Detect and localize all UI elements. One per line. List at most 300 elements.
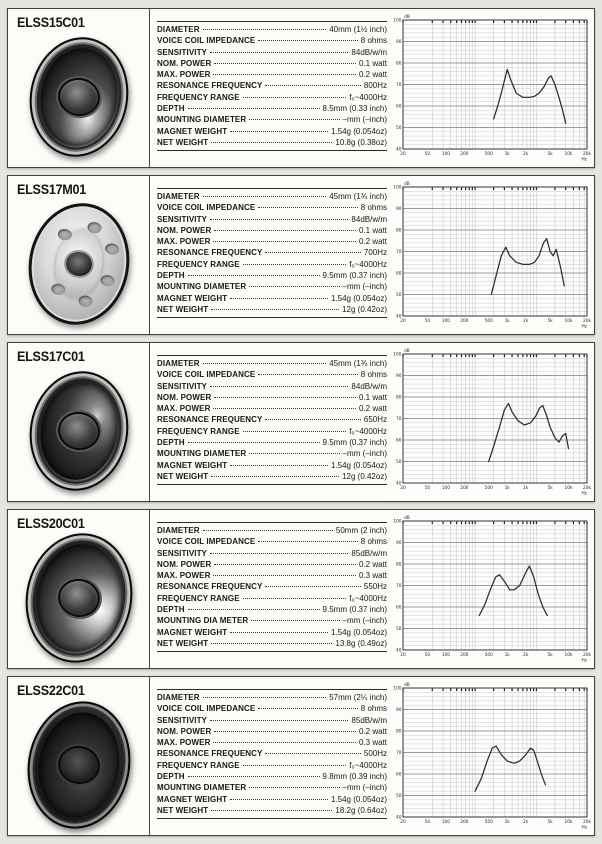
axis-tick-label: 90 — [396, 207, 402, 213]
photo-cell — [8, 510, 150, 668]
dotted-leader — [265, 586, 360, 587]
axis-tick-label: 80 — [396, 395, 402, 401]
axis-tick-label: 20 — [400, 486, 406, 491]
spec-row — [157, 247, 387, 258]
spec-label: NOM. POWER — [157, 58, 212, 68]
spec-row — [157, 782, 387, 793]
spec-label: FREQUENCY RANGE — [157, 92, 240, 102]
speaker-photo — [19, 196, 139, 334]
spec-label: SENSITIVITY — [157, 548, 207, 558]
product-panel — [7, 8, 595, 168]
spec-label: MOUNTING DIAMETER — [157, 449, 247, 459]
spec-label: FREQUENCY RANGE — [157, 760, 240, 770]
spec-label: NOM. POWER — [157, 225, 212, 235]
axis-tick-label: Hz — [581, 157, 587, 163]
axis-tick-label: 80 — [396, 562, 402, 568]
axis-tick-label: 10k — [564, 486, 573, 491]
spec-value: –mm (–inch) — [342, 449, 387, 459]
spec-row — [157, 392, 387, 403]
dotted-leader — [249, 119, 339, 120]
axis-tick-label: 50 — [424, 486, 431, 491]
axis-tick-label: 80 — [396, 729, 402, 735]
spec-value: 50mm (2 inch) — [335, 526, 387, 535]
spec-value: –mm (–inch) — [342, 616, 387, 626]
divider — [157, 522, 387, 523]
spec-value: 0.2 watt — [358, 559, 387, 569]
spec-value: 9.5mm (0.37 inch) — [322, 605, 387, 615]
spec-row — [157, 69, 387, 80]
spec-row — [157, 35, 387, 46]
spec-label: VOICE COIL IMPEDANCE — [157, 36, 256, 46]
spec-label: VOICE COIL IMPEDANCE — [157, 537, 256, 547]
divider — [157, 484, 387, 485]
axis-tick-label: 10k — [564, 820, 573, 825]
axis-tick-label: 90 — [396, 40, 402, 46]
spec-value: 1.54g (0.054oz) — [330, 794, 387, 804]
spec-value: f₀~4000Hz — [349, 593, 387, 603]
spec-row — [157, 24, 387, 35]
dotted-leader — [210, 219, 348, 220]
speaker-photo — [15, 525, 142, 671]
dotted-leader — [211, 309, 339, 310]
model-number: ELSS20C01 — [17, 515, 85, 531]
axis-tick-label: 60 — [396, 772, 402, 778]
axis-tick-label: 70 — [396, 250, 402, 256]
spec-value: 10.8g (0.38oz) — [335, 137, 387, 147]
axis-tick-label: 200 — [460, 152, 469, 157]
axis-tick-label: 200 — [460, 820, 469, 825]
spec-label: MAGNET WEIGHT — [157, 794, 228, 804]
photo-cell — [8, 343, 150, 501]
spec-row — [157, 715, 387, 726]
spec-value: 550Hz — [363, 582, 387, 592]
spec-row — [157, 281, 387, 292]
frequency-response-chart — [390, 12, 592, 164]
spec-value: 9.8mm (0.39 inch) — [322, 772, 387, 782]
spec-value: 0.2 watt — [358, 726, 387, 736]
axis-tick-label: 2k — [523, 653, 529, 658]
axis-tick-label: 1k — [504, 653, 510, 658]
spec-label: DIAMETER — [157, 192, 200, 201]
dotted-leader — [258, 374, 357, 375]
spec-value: 40mm (1½ inch) — [329, 25, 387, 34]
axis-tick-label: 100 — [393, 352, 402, 358]
dotted-leader — [210, 720, 348, 721]
spec-value: 0.3 watt — [358, 571, 387, 581]
spec-value: 0.1 watt — [358, 392, 387, 402]
dotted-leader — [188, 776, 320, 777]
spec-row — [157, 80, 387, 91]
dotted-leader — [203, 697, 327, 698]
axis-tick-label: 20k — [583, 486, 591, 491]
axis-tick-label: 60 — [396, 104, 402, 110]
frequency-response-chart — [390, 346, 592, 498]
dotted-leader — [214, 564, 356, 565]
axis-tick-label: 5k — [547, 319, 553, 324]
axis-tick-label: 1k — [504, 152, 510, 157]
spec-row — [157, 293, 387, 304]
spec-value: 45mm (1¾ inch) — [329, 192, 387, 201]
dotted-leader — [243, 97, 347, 98]
axis-tick-label: dB — [404, 515, 410, 521]
axis-tick-label: 100 — [393, 18, 402, 24]
axis-tick-label: 2k — [523, 486, 529, 491]
spec-label: RESONANCE FREQUENCY — [157, 81, 263, 91]
divider — [157, 150, 387, 151]
axis-tick-label: dB — [404, 181, 410, 187]
axis-tick-label: 100 — [441, 653, 450, 658]
spec-row — [157, 304, 387, 315]
speaker-photo — [17, 694, 140, 838]
spec-value: 12g (0.42oz) — [342, 471, 387, 481]
dotted-leader — [230, 298, 328, 299]
axis-tick-label: 5k — [547, 486, 553, 491]
spec-value: 700Hz — [363, 248, 387, 258]
axis-tick-label: 20k — [583, 152, 591, 157]
dotted-leader — [230, 799, 328, 800]
spec-row — [157, 692, 387, 703]
spec-label: MAGNET WEIGHT — [157, 293, 228, 303]
dotted-leader — [213, 575, 356, 576]
axis-tick-label: 20k — [583, 820, 591, 825]
frequency-response-plot — [390, 346, 592, 498]
axis-tick-label: 2k — [523, 152, 529, 157]
axis-tick-label: 80 — [396, 228, 402, 234]
spec-value: 18.2g (0.64oz) — [335, 805, 387, 815]
spec-row — [157, 191, 387, 202]
axis-tick-label: 500 — [484, 820, 493, 825]
axis-tick-label: 5k — [547, 152, 553, 157]
axis-tick-label: 40 — [396, 314, 402, 320]
axis-tick-label: 50 — [396, 794, 402, 800]
spec-label: RESONANCE FREQUENCY — [157, 582, 263, 592]
dotted-leader — [265, 419, 360, 420]
spec-value: 650Hz — [363, 415, 387, 425]
dotted-leader — [211, 142, 332, 143]
spec-label: VOICE COIL IMPEDANCE — [157, 704, 256, 714]
frequency-response-plot — [390, 680, 592, 832]
axis-tick-label: 2k — [523, 820, 529, 825]
spec-row — [157, 47, 387, 58]
spec-label: NOM. POWER — [157, 559, 212, 569]
divider — [157, 21, 387, 22]
dotted-leader — [258, 708, 357, 709]
dotted-leader — [211, 810, 332, 811]
dotted-leader — [230, 465, 328, 466]
spec-value: 1.54g (0.054oz) — [330, 460, 387, 470]
spec-value: –mm (–inch) — [342, 115, 387, 125]
spec-row — [157, 214, 387, 225]
axis-tick-label: 40 — [396, 815, 402, 821]
axis-tick-label: 100 — [441, 152, 450, 157]
spec-row — [157, 460, 387, 471]
axis-tick-label: 60 — [396, 438, 402, 444]
divider — [157, 651, 387, 652]
spec-label: VOICE COIL IMPEDANCE — [157, 203, 256, 213]
spec-label: FREQUENCY RANGE — [157, 259, 240, 269]
axis-tick-label: 60 — [396, 271, 402, 277]
spec-label: MOUNTING DIAMETER — [157, 783, 247, 793]
dotted-leader — [203, 530, 333, 531]
frequency-response-plot — [390, 513, 592, 665]
axis-tick-label: 70 — [396, 83, 402, 89]
axis-tick-label: 100 — [393, 519, 402, 525]
spec-row — [157, 748, 387, 759]
photo-cell — [8, 9, 150, 167]
axis-tick-label: 100 — [441, 319, 450, 324]
spec-label: NET WEIGHT — [157, 638, 209, 648]
spec-value: 84dB/w/m — [351, 381, 387, 391]
axis-tick-label: 40 — [396, 147, 402, 153]
spec-value: 13.8g (0.49oz) — [335, 638, 387, 648]
axis-tick-label: 90 — [396, 541, 402, 547]
spec-label: NET WEIGHT — [157, 471, 209, 481]
dotted-leader — [249, 453, 339, 454]
spec-value: 9.5mm (0.37 inch) — [322, 438, 387, 448]
vent-hole — [100, 274, 116, 287]
axis-tick-label: dB — [404, 348, 410, 354]
spec-label: MOUNTING DIAMETER — [157, 115, 247, 125]
spec-label: NET WEIGHT — [157, 805, 209, 815]
spec-label: MAX. POWER — [157, 237, 211, 247]
spec-row — [157, 114, 387, 125]
spec-row — [157, 225, 387, 236]
dotted-leader — [265, 85, 360, 86]
frequency-response-chart — [390, 680, 592, 832]
dotted-leader — [214, 63, 356, 64]
spec-list — [157, 191, 387, 315]
spec-label: DIAMETER — [157, 359, 200, 368]
axis-tick-label: 1k — [504, 820, 510, 825]
spec-label: SENSITIVITY — [157, 715, 207, 725]
product-panel — [7, 175, 595, 335]
axis-tick-label: 500 — [484, 653, 493, 658]
spec-row — [157, 471, 387, 482]
axis-tick-label: 10k — [564, 653, 573, 658]
spec-row — [157, 581, 387, 592]
axis-tick-label: 100 — [393, 686, 402, 692]
axis-tick-label: Hz — [581, 324, 587, 330]
spec-label: NET WEIGHT — [157, 304, 209, 314]
divider — [157, 188, 387, 189]
spec-row — [157, 58, 387, 69]
dotted-leader — [243, 598, 347, 599]
speaker-photo — [20, 30, 137, 165]
spec-list — [157, 525, 387, 649]
spec-label: DIAMETER — [157, 25, 200, 34]
spec-value: –mm (–inch) — [342, 282, 387, 292]
divider — [157, 689, 387, 690]
axis-tick-label: 5k — [547, 653, 553, 658]
dotted-leader — [249, 787, 339, 788]
spec-row — [157, 448, 387, 459]
spec-label: MAGNET WEIGHT — [157, 460, 228, 470]
dotted-leader — [251, 620, 339, 621]
vent-hole — [77, 295, 93, 308]
spec-label: RESONANCE FREQUENCY — [157, 749, 263, 759]
dotted-leader — [210, 52, 348, 53]
product-panel — [7, 342, 595, 502]
product-panel — [7, 509, 595, 669]
axis-tick-label: 20 — [400, 152, 406, 157]
spec-label: FREQUENCY RANGE — [157, 426, 240, 436]
spec-row — [157, 202, 387, 213]
dotted-leader — [258, 541, 357, 542]
spec-row — [157, 259, 387, 270]
spec-value: 1.54g (0.054oz) — [330, 126, 387, 136]
spec-value: 85dB/w/m — [351, 548, 387, 558]
spec-label: SENSITIVITY — [157, 214, 207, 224]
spec-value: 1.54g (0.054oz) — [330, 627, 387, 637]
spec-row — [157, 703, 387, 714]
dotted-leader — [214, 230, 356, 231]
spec-label: FREQUENCY RANGE — [157, 593, 240, 603]
axis-tick-label: 100 — [441, 820, 450, 825]
spec-row — [157, 604, 387, 615]
model-number: ELSS22C01 — [17, 682, 85, 698]
axis-tick-label: 5k — [547, 820, 553, 825]
axis-tick-label: 20 — [400, 653, 406, 658]
axis-tick-label: 50 — [396, 126, 402, 132]
spec-label: VOICE COIL IMPEDANCE — [157, 370, 256, 380]
dotted-leader — [203, 196, 327, 197]
spec-row — [157, 548, 387, 559]
dotted-leader — [213, 241, 356, 242]
dotted-leader — [230, 131, 328, 132]
axis-tick-label: 500 — [484, 486, 493, 491]
axis-tick-label: 50 — [424, 653, 431, 658]
axis-tick-label: 50 — [424, 319, 431, 324]
axis-tick-label: 200 — [460, 486, 469, 491]
vent-hole — [103, 243, 119, 256]
spec-label: MOUNTING DIA METER — [157, 616, 249, 626]
spec-value: 500Hz — [363, 749, 387, 759]
axis-tick-label: 90 — [396, 708, 402, 714]
axis-tick-label: Hz — [581, 491, 587, 497]
spec-row — [157, 358, 387, 369]
spec-label: MAGNET WEIGHT — [157, 126, 228, 136]
axis-tick-label: 60 — [396, 605, 402, 611]
dotted-leader — [211, 643, 332, 644]
dotted-leader — [203, 363, 327, 364]
spec-label: DIAMETER — [157, 526, 200, 535]
spec-table — [157, 186, 387, 320]
axis-tick-label: dB — [404, 14, 410, 20]
spec-value: 8 ohms — [360, 537, 387, 547]
spec-row — [157, 137, 387, 148]
speaker-photo — [20, 364, 137, 499]
spec-value: f₀~4000Hz — [349, 760, 387, 770]
axis-tick-label: 500 — [484, 319, 493, 324]
spec-value: 8 ohms — [360, 203, 387, 213]
spec-label: SENSITIVITY — [157, 381, 207, 391]
spec-row — [157, 414, 387, 425]
spec-label: DEPTH — [157, 438, 185, 448]
dotted-leader — [213, 742, 356, 743]
model-number: ELSS17M01 — [17, 181, 87, 197]
spec-row — [157, 638, 387, 649]
axis-tick-label: 50 — [396, 460, 402, 466]
axis-tick-label: 10k — [564, 319, 573, 324]
spec-row — [157, 805, 387, 816]
spec-row — [157, 737, 387, 748]
dotted-leader — [210, 386, 348, 387]
spec-value: f₀~4000Hz — [349, 92, 387, 102]
spec-row — [157, 570, 387, 581]
spec-value: 800Hz — [363, 81, 387, 91]
spec-value: 8.5mm (0.33 inch) — [322, 104, 387, 114]
axis-tick-label: 80 — [396, 61, 402, 67]
axis-tick-label: 70 — [396, 751, 402, 757]
divider — [157, 818, 387, 819]
spec-value: f₀~4000Hz — [349, 259, 387, 269]
spec-label: MAX. POWER — [157, 571, 211, 581]
spec-row — [157, 103, 387, 114]
dotted-leader — [265, 252, 360, 253]
axis-tick-label: 20 — [400, 319, 406, 324]
spec-value: 0.1 watt — [358, 58, 387, 68]
spec-row — [157, 726, 387, 737]
spec-value: 0.3 watt — [358, 738, 387, 748]
frequency-response-chart — [390, 513, 592, 665]
spec-row — [157, 794, 387, 805]
axis-tick-label: 70 — [396, 417, 402, 423]
spec-value: 1.54g (0.054oz) — [330, 293, 387, 303]
spec-value: 0.2 watt — [358, 404, 387, 414]
spec-row — [157, 270, 387, 281]
frequency-response-chart — [390, 179, 592, 331]
axis-tick-label: dB — [404, 682, 410, 688]
axis-tick-label: 20k — [583, 319, 591, 324]
model-number: ELSS15C01 — [17, 14, 85, 30]
spec-list — [157, 692, 387, 816]
dotted-leader — [210, 553, 348, 554]
spec-value: 85dB/w/m — [351, 715, 387, 725]
dotted-leader — [203, 29, 327, 30]
spec-row — [157, 615, 387, 626]
spec-value: –mm (–inch) — [342, 783, 387, 793]
dotted-leader — [243, 431, 347, 432]
dotted-leader — [188, 108, 320, 109]
spec-row — [157, 536, 387, 547]
spec-row — [157, 236, 387, 247]
spec-label: SENSITIVITY — [157, 47, 207, 57]
spec-label: NOM. POWER — [157, 392, 212, 402]
dotted-leader — [213, 408, 356, 409]
spec-row — [157, 559, 387, 570]
spec-value: 8 ohms — [360, 370, 387, 380]
divider — [157, 317, 387, 318]
spec-row — [157, 525, 387, 536]
spec-label: NOM. POWER — [157, 726, 212, 736]
spec-label: MAX. POWER — [157, 70, 211, 80]
model-number: ELSS17C01 — [17, 348, 85, 364]
spec-value: 57mm (2¼ inch) — [329, 693, 387, 702]
dotted-leader — [188, 442, 320, 443]
spec-row — [157, 760, 387, 771]
spec-row — [157, 369, 387, 380]
axis-tick-label: 40 — [396, 648, 402, 654]
dotted-leader — [230, 632, 328, 633]
spec-value: 9.5mm (0.37 inch) — [322, 271, 387, 281]
spec-label: MAX. POWER — [157, 738, 211, 748]
divider — [157, 355, 387, 356]
spec-label: DEPTH — [157, 271, 185, 281]
spec-value: 12g (0.42oz) — [342, 304, 387, 314]
dotted-leader — [188, 275, 320, 276]
axis-tick-label: 200 — [460, 653, 469, 658]
axis-tick-label: Hz — [581, 658, 587, 664]
